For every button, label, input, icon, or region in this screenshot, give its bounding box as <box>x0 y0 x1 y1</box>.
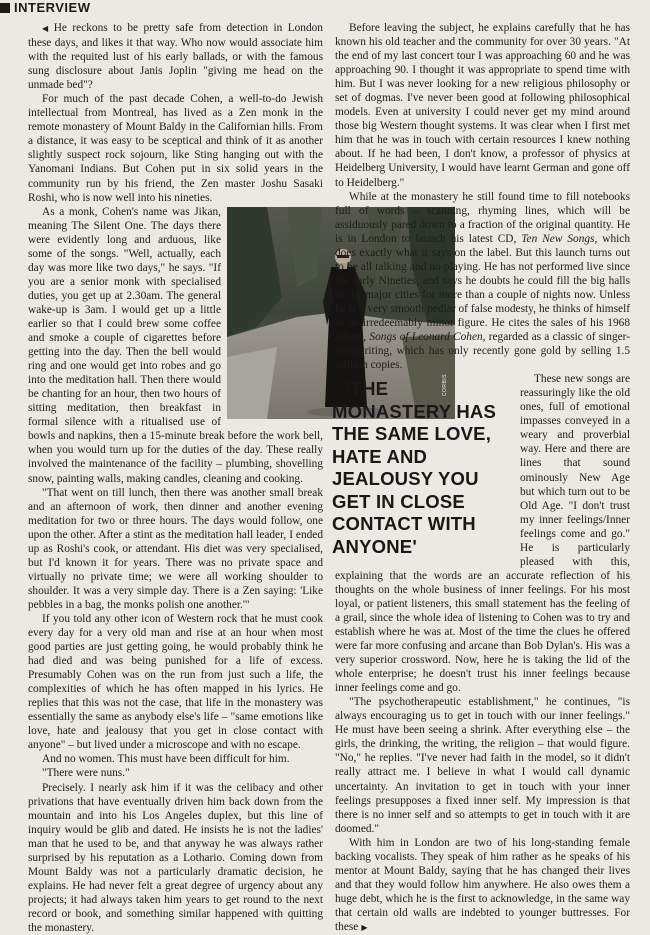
continue-arrow-icon: ▶ <box>361 923 368 932</box>
paragraph: "There were nuns." <box>42 767 130 780</box>
paragraph: With him in London are two of his long-standing female backing vocalists. They speak of him rather as he speaks of his mentor at Mount Baldy, saying that he has changed their lives and that they would follow him anywhere. He also owes them a huge debt, which he is the first to acknowledge, in the same way that certain old walls are indebted to younger buttresses. For these ▶ <box>335 836 630 933</box>
paragraph: CORBIS As a monk, Cohen's name was Jikan, meaning The Silent One. The days there were evidently long and arduous, like some of the songs. "Well, actually, each day was more like two days," he says. "If you are a senior monk with specialised duties, you get up at 2.30am. The general wake-up is 3am. I would get up a little earlier so that I could brew some coffee and smoke a couple of cigarettes before getting into the day. Then the bell would ring and one would get into robes and go into the meditation hall. Then there would be chanting for an hour, then two hours of sitting meditation, then breakfast in formal silence with a ritualised use of bowls and napkins, then a 15-minute break before the work bell, when you would turn up for the duties of the day. These really involved the maintenance of the facility – plumbing, shovelling snow, painting walls, making candles, cleaning and cooking. <box>28 205 323 486</box>
paragraph: If you told any other icon of Western rock that he must cook every day for a very old man and rise at an hour when most good parties are just getting going, he would probably think he had died and was being punished for a life of excess. Presumably Cohen was on the run from just such a life, the complexities of which he has often mapped in his lyrics. He replies that this was not the case, that life in the monastery was essentially the same as anybody else's life – "same emotions like love, hate and jealousy that you get in close contact with anyone" – but lived under a microscope and with no escape. <box>28 612 323 752</box>
right-column <box>332 21 630 935</box>
album-title: Songs of Leonard Cohen <box>369 331 483 344</box>
section-header <box>0 0 650 16</box>
paragraph: For much of the past decade Cohen, a well-to-do Jewish intellectual from Montreal, has lived as a Zen monk in the remote monastery of Mount Baldy in the Californian hills. From a distance, it was easy to be sceptical and think of it as another slightly suspect rock sojourn, like Sting hanging out with the Yanomani Indians. But Cohen put in six solid years in the community run by his friend, the Zen master Joshu Sasaki Roshi, who is now well into his nineties. <box>28 93 323 204</box>
paragraph: While at the monastery he still found time to fill notebooks full of words – scanning, rhyming lines, which will be assiduously pared down to a fraction of the original quantity. He is in London to launch his latest CD, Ten New Songs, which does exactly what it says on the label. But this launch turns out to be all talking and no playing. He has not performed live since the early Nineties, and says he doubts he could fill the big halls of the major cities for more than a couple of nights now. Unless he is a very smooth pedlar of false modesty, he thinks of himself as an irredeemably minor figure. He cites the sales of his 1968 album, Songs of Leonard Cohen, regarded as a classic of singer-songwriting, which has only recently gone gold by selling 1.5 million copies. <box>335 190 630 372</box>
paragraph: And no women. This must have been difficult for him. <box>42 753 290 766</box>
paragraph: 'THE MONASTERY HAS THE SAME LOVE, HATE AND JEALOUSY YOU GET IN CLOSE CONTACT WITH ANYONE' These new songs are reassuringly like the old ones, full of emotional impasses conveyed in a weary and proverbial way. Here and there are lines that sound ominously New Age but which turn out to be Old Age. "I don't trust my inner feelings/Inner feelings come and go." He is particularly pleased with this, explaining that the words are an accurate reflection of his thoughts on the whole business of inner feelings. For his most loyal, or patient listeners, this small statement has the feeling of a grail, since the whole idea of listening to Cohen was to try and establish where he was at. Most of the time the clues he offered were far more confusing and arcane than Bob Dylan's. His was a very superior crossword. Now, here he is taking the lid of the whole enterprise; he doesn't trust his inner feelings because inner feelings come and go. <box>332 373 630 695</box>
photo-credit: CORBIS <box>441 374 448 397</box>
section-label: INTERVIEW <box>14 0 91 15</box>
section-marker <box>0 3 10 13</box>
album-title: Ten New Songs <box>521 232 595 245</box>
continued-arrow-icon: ◀ <box>42 24 51 33</box>
paragraph: "That went on till lunch, then there was another small break and an afternoon of work, then dinner and another evening meditation for two or three hours. The days would follow, one upon the other. After a stint as the meditation hall leader, I ended up as Roshi's cook, or attendant. His diet was very specialised, but I'd known it for years. There was no private space and virtually no private time; we were all working shoulder to shoulder. It was a very simple day. There is a Zen saying: 'Like pebbles in a bag, the monks polish one another.'" <box>28 486 323 611</box>
paragraph: "The psychotherapeutic establishment," he continues, "is always encouraging us to get in touch with our inner feelings." He must have been seeing a shrink. After everything else – the girls, the drinking, the writing, the religion – that would figure. "No," he replies. "I've never had faith in the model, so it didn't really attract me. I believe in what I would call dynamic uncertainty. An invitation to get in touch with your inner feelings presupposes a fixed inner self. My impression is that there is no inner self and so attempts to get in touch with it are doomed." <box>335 696 630 835</box>
paragraph: Before leaving the subject, he explains carefully that he has known his old teacher and the community for over 30 years. "At the end of my last concert tour I was approaching 60 and he was approaching 90. I thought it was appropriate to spend time with him. But I was never looking for a new religious philosophy or set of dogmas. I've never been good at following philosophical models. Even at university I could never get my mind around those big Western thought systems. It was clear when I first met him that he was in touch with certain resources I knew nothing about. If he had been, I don't know, a professor of physics at Heidelberg University, I would have learnt German and gone off to Heidelberg." <box>335 22 630 189</box>
paragraph: ◀ He reckons to be pretty safe from detection in London these days, and likes it that way. Who now would associate him with the requited lust of his early ballads, or with the famous sung disclosure about Janis Joplin "giving me head on the unmade bed"? <box>28 22 323 92</box>
pull-quote: 'THE MONASTERY HAS THE SAME LOVE, HATE AND JEALOUSY YOU GET IN CLOSE CONTACT WITH ANYONE' <box>332 378 496 557</box>
paragraph: Precisely. I nearly ask him if it was the celibacy and other privations that have eventually driven him back down from the mountain and into his Los Angeles duplex, but this line of inquiry would be glib and dated. He insists he is not the ladies' man that he used to be, and that anyway he was always rather surprised by his reputation as a Lothario. Coming down from Mount Baldy was not a particularly dramatic decision, he explains. He had never felt a great degree of urgency about any projects; it had always taken him years to get round to the next record or book, and something similar happened with quitting the monastery. <box>28 781 323 934</box>
